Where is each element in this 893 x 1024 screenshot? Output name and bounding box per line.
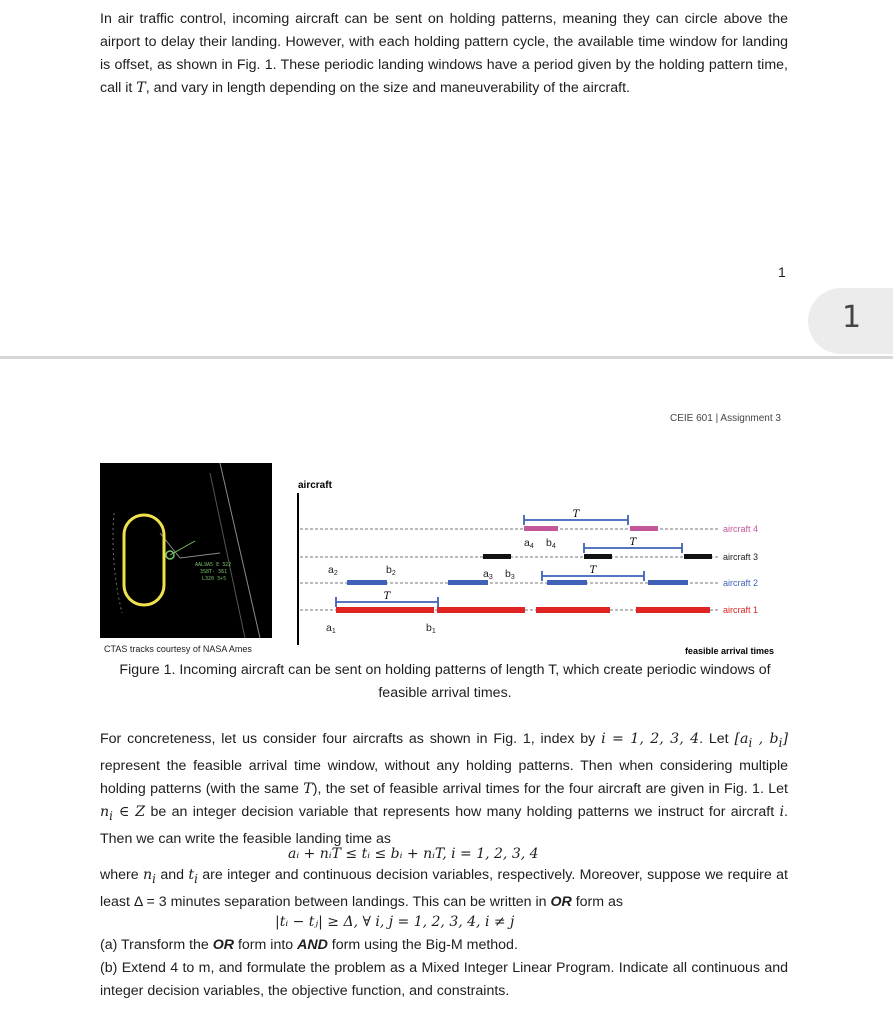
body-text-4: ), the set of feasible arrival times for the four aircraft are given in Fig. 1. Let	[312, 780, 788, 797]
body-text-1: For concreteness, let us consider four aircrafts as shown in Fig. 1, index by	[100, 731, 602, 747]
page-indicator-badge	[808, 288, 893, 354]
marker-b3: b3	[505, 568, 515, 581]
aircraft-3-window-1	[584, 554, 612, 559]
aircraft-1-window-2	[536, 607, 610, 613]
aircraft-2-window-2	[547, 580, 587, 585]
separation-constraint: |tᵢ − tⱼ| ≥ Δ, ∀ i, j = 1, 2, 3, 4, i ≠ j	[275, 914, 515, 930]
marker-a2: a2	[328, 564, 338, 577]
intro-text-2: , and vary in length depending on the size and maneuverability of the aircraft.	[145, 80, 630, 96]
aircraft-2-window-0	[347, 580, 387, 585]
aircraft-1-window-3	[636, 607, 710, 613]
or-keyword: OR	[550, 893, 572, 910]
marker-a1: a1	[326, 622, 336, 635]
period-label-aircraft-2: T	[589, 565, 597, 576]
window-notation: [$a_i$ , $b_i$]	[734, 731, 788, 750]
page-divider	[0, 356, 893, 359]
body-text-5: be an integer decision variable that represents how many holding patterns we instruct for aircraft	[145, 803, 780, 820]
period-label-aircraft-3: T	[629, 537, 637, 548]
part-a-or: OR	[212, 937, 235, 953]
nasa-radar-image	[100, 463, 272, 638]
where-text-3: are integer and continuous decision variables, respectively. Moreover, suppose we require at least Δ = 3 minutes separation between landings. This can be written in	[100, 867, 788, 910]
svg-text:AAL9A5 E 322: AAL9A5 E 322	[195, 562, 232, 568]
holding-pattern-track-drawing	[100, 463, 272, 638]
marker-a3: a3	[483, 568, 493, 581]
aircraft-3-window-0	[483, 554, 511, 559]
part-b: (b) Extend 4 to m, and formulate the problem as a Mixed Integer Linear Program. Indicate all continuous and integer decision variables, the objective function, and constraints.	[100, 960, 788, 999]
part-a	[100, 934, 788, 957]
label-aircraft-2: aircraft 2	[723, 578, 759, 588]
marker-b1: b1	[426, 622, 436, 635]
part-a-text-3: form using the Big-M method.	[327, 937, 518, 953]
intro-text-1: In air traffic control, incoming aircraft can be sent on holding patterns, meaning they can circle above the airport to delay their landing. However, with each holding pattern cycle, the available time window for landing is offset, as shown in Fig. 1. These periodic landing windows have a period given by the holding pattern time, call it	[100, 11, 788, 96]
figure-1	[100, 463, 790, 663]
body-paragraph	[100, 728, 788, 851]
where-text-4: form as	[571, 893, 624, 910]
svg-text:L320 3+5: L320 3+5	[202, 576, 227, 582]
index-range: i = 1, 2, 3, 4	[601, 731, 700, 747]
page-header: CEIE 601 | Assignment 3	[670, 413, 781, 424]
aircraft-1-window-1	[437, 607, 525, 613]
part-a-and: AND	[297, 937, 328, 953]
image-credit: CTAS tracks courtesy of NASA Ames	[104, 644, 252, 654]
intro-paragraph	[100, 8, 788, 100]
period-label-aircraft-4: T	[572, 509, 580, 520]
landing-time-constraint: aᵢ + nᵢT ≤ tᵢ ≤ bᵢ + nᵢT, i = 1, 2, 3, 4	[288, 846, 539, 862]
index-i: i	[779, 803, 785, 820]
aircraft-4-window-1	[630, 526, 658, 531]
aircraft-1-window-0	[336, 607, 434, 613]
y-axis-label: aircraft	[298, 480, 332, 491]
period-symbol-2: T	[303, 780, 313, 797]
label-aircraft-3: aircraft 3	[723, 552, 759, 562]
page-number: 1	[778, 264, 786, 280]
arrival-windows-diagram	[272, 463, 792, 663]
part-a-text-2: form into	[234, 937, 298, 953]
page-indicator-number: 1	[842, 300, 862, 335]
part-a-text-1: (a) Transform the	[100, 937, 213, 953]
body-text-6: . Then we can write the feasible landing time as	[100, 803, 788, 847]
where-text-2: and	[155, 867, 189, 883]
where-paragraph	[100, 864, 788, 914]
where-text-1: where	[100, 867, 144, 883]
period-symbol: T	[136, 80, 146, 96]
aircraft-4-window-0	[524, 526, 558, 531]
t-i: $t_i$	[188, 867, 198, 886]
period-label-aircraft-1: T	[383, 591, 391, 602]
label-aircraft-1: aircraft 1	[723, 605, 759, 615]
marker-a4: a4	[524, 537, 534, 550]
svg-text:3S8T- 361: 3S8T- 361	[200, 569, 228, 575]
marker-b4: b4	[546, 537, 556, 550]
aircraft-2-window-3	[648, 580, 688, 585]
n-i: $n_i$	[143, 867, 156, 886]
figure-caption: Figure 1. Incoming aircraft can be sent on holding patterns of length T, which create periodic windows of feasible arrival times.	[119, 662, 771, 701]
aircraft-2-window-1	[448, 580, 488, 585]
label-aircraft-4: aircraft 4	[723, 524, 759, 534]
aircraft-3-window-2	[684, 554, 712, 559]
body-text-3: represent the feasible arrival time window, without any holding patterns. Then when considering multiple holding patterns (with the same	[100, 757, 788, 797]
marker-b2: b2	[386, 564, 396, 577]
x-axis-label: feasible arrival times	[684, 646, 774, 656]
body-text-2: . Let	[699, 731, 735, 747]
n-in-Z: $n_i$ ∈ Z	[100, 803, 146, 823]
